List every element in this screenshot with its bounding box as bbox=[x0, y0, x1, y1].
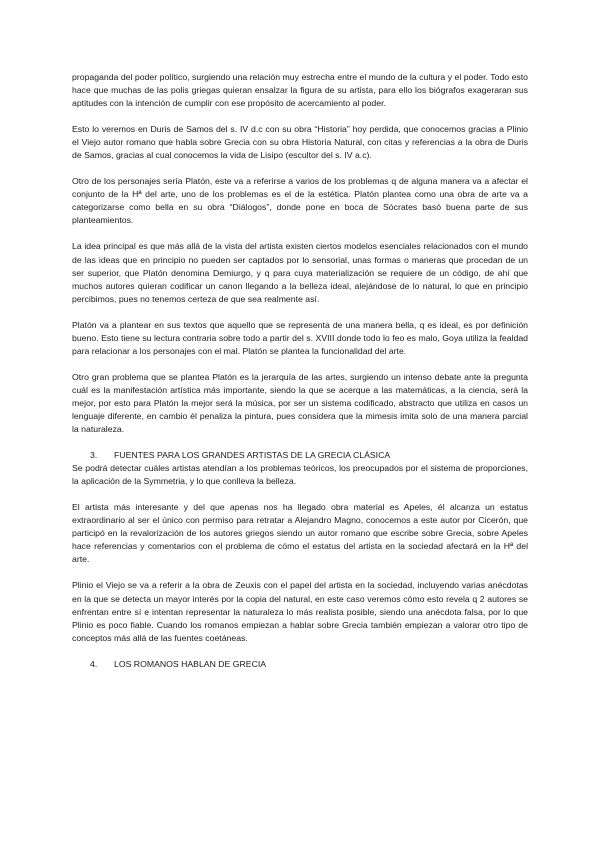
page-body bbox=[72, 71, 528, 671]
section-number: 3. bbox=[90, 450, 98, 461]
paragraph-zeuxis: Plinio el Viejo se va a referir a la obra de Zeuxis con el papel del artista en la sociedad, incluyendo varias anécdotas en la que se detecta un mayor interés por la copia del natural, en este caso veremos cómo esto revela q 2 autores se enfrentan entre sí e intentan representar la naturaleza lo más realista posible, siendo una anécdota falsa, por lo que Plinio es poco fiable. Cuando los romanos empiezan a hablar sobre Grecia también empiezan a valorar otro tipo de conceptos más allá de las fuentes coetáneas. bbox=[72, 580, 528, 643]
paragraph-propaganda: propaganda del poder político, surgiendo una relación muy estrecha entre el mundo de la cultura y el poder. Todo esto hace que muchas de las polis griegas quieran ensalzar la figura de su artista, para ello los biógrafos exageraran sus aptitudes con la intención de cumplir con ese propósito de acercamiento al poder. bbox=[72, 72, 528, 109]
paragraph-jerarquia-artes: Otro gran problema que se plantea Platón es la jerarquía de las artes, surgiendo un intenso debate ante la pregunta cuál es la manifestación artística más importante, siendo la que se acerque a las matemáticas, a la ciencia, será la mejor, por esto para Platón la mejor será la música, por ser un sistema codificado, abstracto que utiliza en casos un lenguaje diferente, en cambio él penaliza la pintura, pues considera que la mimesis imita solo de una manera parcial la naturaleza. bbox=[72, 371, 528, 435]
section-heading-3 bbox=[72, 449, 528, 462]
paragraph-apeles: El artista más interesante y del que apenas nos ha llegado obra material es Apeles, él alcanza un estatus extraordinario al ser el único con permiso para retratar a Alejandro Magno, conocemos a este autor por Cicerón, que participó en la revalorización de los autores griegos siendo un autor romano que escribe sobre Grecia, sobre Apeles hace referencias y comentarios con el problema de cómo el estatus del artista en la sociedad afectará en la Hª del arte. bbox=[72, 502, 528, 565]
section-number: 4. bbox=[90, 658, 98, 669]
section-title: FUENTES PARA LOS GRANDES ARTISTAS DE LA GRECIA CLÁSICA bbox=[114, 450, 391, 461]
paragraph-duris-de-samos: Esto lo veremos en Duris de Samos del s. IV d.c con su obra “Historia” hoy perdida, que conocemos gracias a Plinio el Viejo autor romano que habla sobre Grecia con su obra Historia Natural, con citas y referencias a la obra de Duris de Samos, gracias al cual conocemos la vida de Lisipo (escultor del s. IV a.c). bbox=[72, 124, 528, 161]
paragraph-detectar-artistas: Se podrá detectar cuáles artistas atendían a los problemas teóricos, los preocupados por el sistema de proporciones, la aplicación de la Symmetria, y lo que conlleva la belleza. bbox=[72, 463, 528, 487]
paragraph-platon-estetica: Otro de los personajes sería Platón, este va a referirse a varios de los problemas q de alguna manera va a afectar el conjunto de la Hª del arte, uno de los problemas es el de la estética. Platón plantea como una obra de arte va a categorizarse como bella en su obra “Diálogos”, donde pone en boca de Sócrates basó buena parte de sus planteamientos. bbox=[72, 176, 528, 226]
section-heading-4 bbox=[72, 658, 528, 671]
section-title: LOS ROMANOS HABLAN DE GRECIA bbox=[114, 658, 267, 669]
paragraph-idea-principal: La idea principal es que más allá de la vista del artista existen ciertos modelos esenciales relacionados con el mundo de las ideas que en principio no pueden ser captados por lo sensorial, unas formas o maneras que procedan de un ser superior, que Platón denomina Demiurgo, y q para cuya materialización se requiere de un código, de ahí que muchos autores quieran codificar un canon llegando a la belleza ideal, alejándose de lo natural, lo que en principio percibimos, pues no tenemos certeza de que sea realmente así. bbox=[72, 241, 528, 304]
paragraph-platon-textos: Platón va a plantear en sus textos que aquello que se representa de una manera bella, q es ideal, es por definición bueno. Esto tiene su lectura contraria sobre todo a partir del s. XVIII donde todo lo feo es malo, Goya utiliza la fealdad para relacionar a los personajes con el mal. Platón se plantea la funcionalidad del arte. bbox=[72, 319, 528, 356]
